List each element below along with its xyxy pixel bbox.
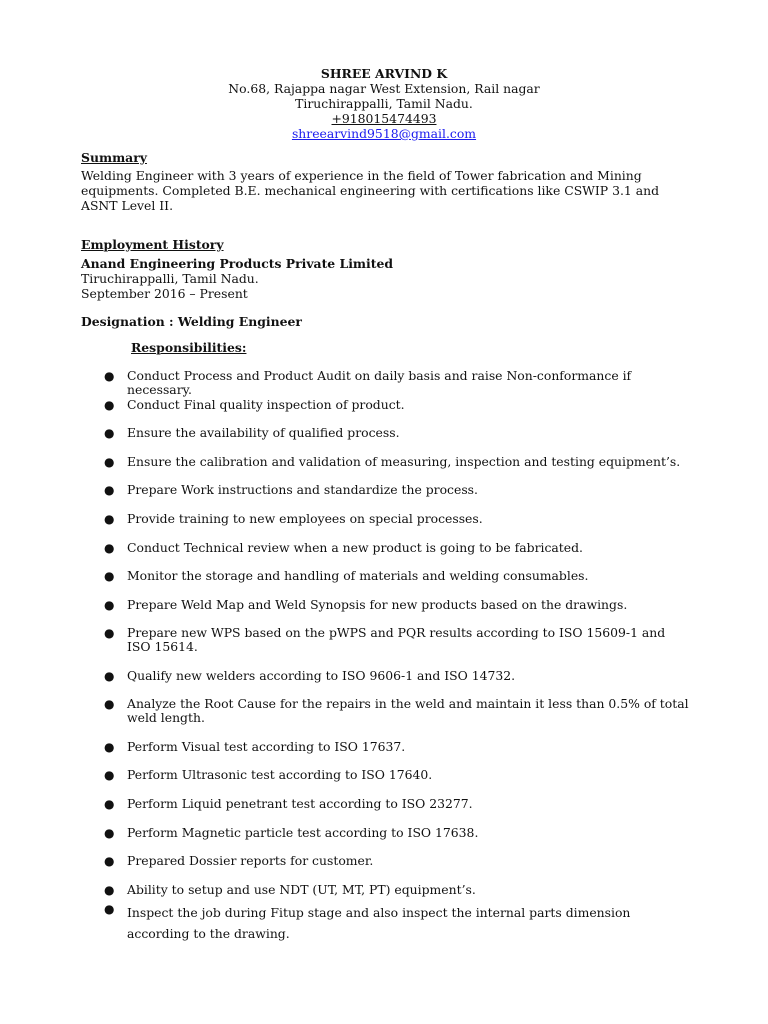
list-item: ● Prepare new WPS based on the pWPS and PQR results according to ISO 15609-1 and ISO 15614. <box>104 625 666 654</box>
bullet-icon: ● <box>104 398 115 412</box>
list-item: ● Provide training to new employees on special processes. <box>104 511 483 526</box>
bullet-icon: ● <box>104 826 115 840</box>
bullet-icon: ● <box>104 512 115 526</box>
bullet-icon: ● <box>104 483 115 497</box>
bullet-icon: ● <box>104 902 115 916</box>
list-item: ● Conduct Final quality inspection of product. <box>104 397 405 412</box>
bullet-icon: ● <box>104 768 115 782</box>
bullet-icon: ● <box>104 883 115 897</box>
bullet-icon: ● <box>104 541 115 555</box>
address-line-2: Tiruchirappalli, Tamil Nadu. <box>295 96 473 111</box>
summary-section <box>81 150 691 213</box>
list-item: ● Perform Liquid penetrant test according to ISO 23277. <box>104 796 473 811</box>
list-item: ● Conduct Process and Product Audit on daily basis and raise Non-conformance if necessary. <box>104 368 632 397</box>
list-item: ● Inspect the job during Fitup stage and also inspect the internal parts dimension according to the drawing. <box>104 902 631 941</box>
list-item: ● Prepare Weld Map and Weld Synopsis for new products based on the drawings. <box>104 597 628 612</box>
list-item: ● Perform Magnetic particle test according to ISO 17638. <box>104 825 479 840</box>
bullet-icon: ● <box>104 369 115 383</box>
bullet-icon: ● <box>104 626 115 640</box>
list-item: ● Perform Visual test according to ISO 17637. <box>104 739 406 754</box>
email-link[interactable]: shreearvind9518@gmail.com <box>291 126 477 141</box>
designation: Designation : Welding Engineer <box>81 314 302 329</box>
bullet-icon: ● <box>104 797 115 811</box>
bullet-icon: ● <box>104 569 115 583</box>
candidate-name: SHREE ARVIND K <box>320 66 448 81</box>
bullet-icon: ● <box>104 426 115 440</box>
bullet-icon: ● <box>104 598 115 612</box>
summary-heading: Summary <box>81 150 147 165</box>
contact-header <box>0 66 768 141</box>
bullet-icon: ● <box>104 669 115 683</box>
employment-period: September 2016 – Present <box>81 286 248 301</box>
bullet-icon: ● <box>104 697 115 711</box>
list-item: ● Qualify new welders according to ISO 9606-1 and ISO 14732. <box>104 668 516 683</box>
company-name: Anand Engineering Products Private Limited <box>81 256 394 271</box>
list-item: ● Monitor the storage and handling of materials and welding consumables. <box>104 568 589 583</box>
list-item: ● Analyze the Root Cause for the repairs in the weld and maintain it less than 0.5% of total weld length. <box>104 696 689 725</box>
bullet-icon: ● <box>104 740 115 754</box>
list-item: ● Conduct Technical review when a new product is going to be fabricated. <box>104 540 583 555</box>
bullet-icon: ● <box>104 854 115 868</box>
responsibilities-heading: Responsibilities: <box>131 340 247 355</box>
list-item: ● Prepared Dossier reports for customer. <box>104 853 374 868</box>
bullet-icon: ● <box>104 455 115 469</box>
list-item: ● Prepare Work instructions and standardize the process. <box>104 482 478 497</box>
employment-section <box>81 237 691 329</box>
list-item: ● Perform Ultrasonic test according to ISO 17640. <box>104 767 433 782</box>
list-item: ● Ensure the availability of qualified process. <box>104 425 400 440</box>
summary-text: Welding Engineer with 3 years of experience in the field of Tower fabrication and Mining equipments. Completed B.E. mechanical engineering with certifications like CSWIP 3.1 and ASNT Level II. <box>81 168 660 213</box>
address-line-1: No.68, Rajappa nagar West Extension, Rail nagar <box>228 81 540 96</box>
company-location: Tiruchirappalli, Tamil Nadu. <box>81 271 259 286</box>
phone-number: +918015474493 <box>331 111 437 126</box>
list-item: ● Ensure the calibration and validation of measuring, inspection and testing equipment’s. <box>104 454 681 469</box>
list-item: ● Ability to setup and use NDT (UT, MT, PT) equipment’s. <box>104 882 476 897</box>
employment-heading: Employment History <box>81 237 224 252</box>
